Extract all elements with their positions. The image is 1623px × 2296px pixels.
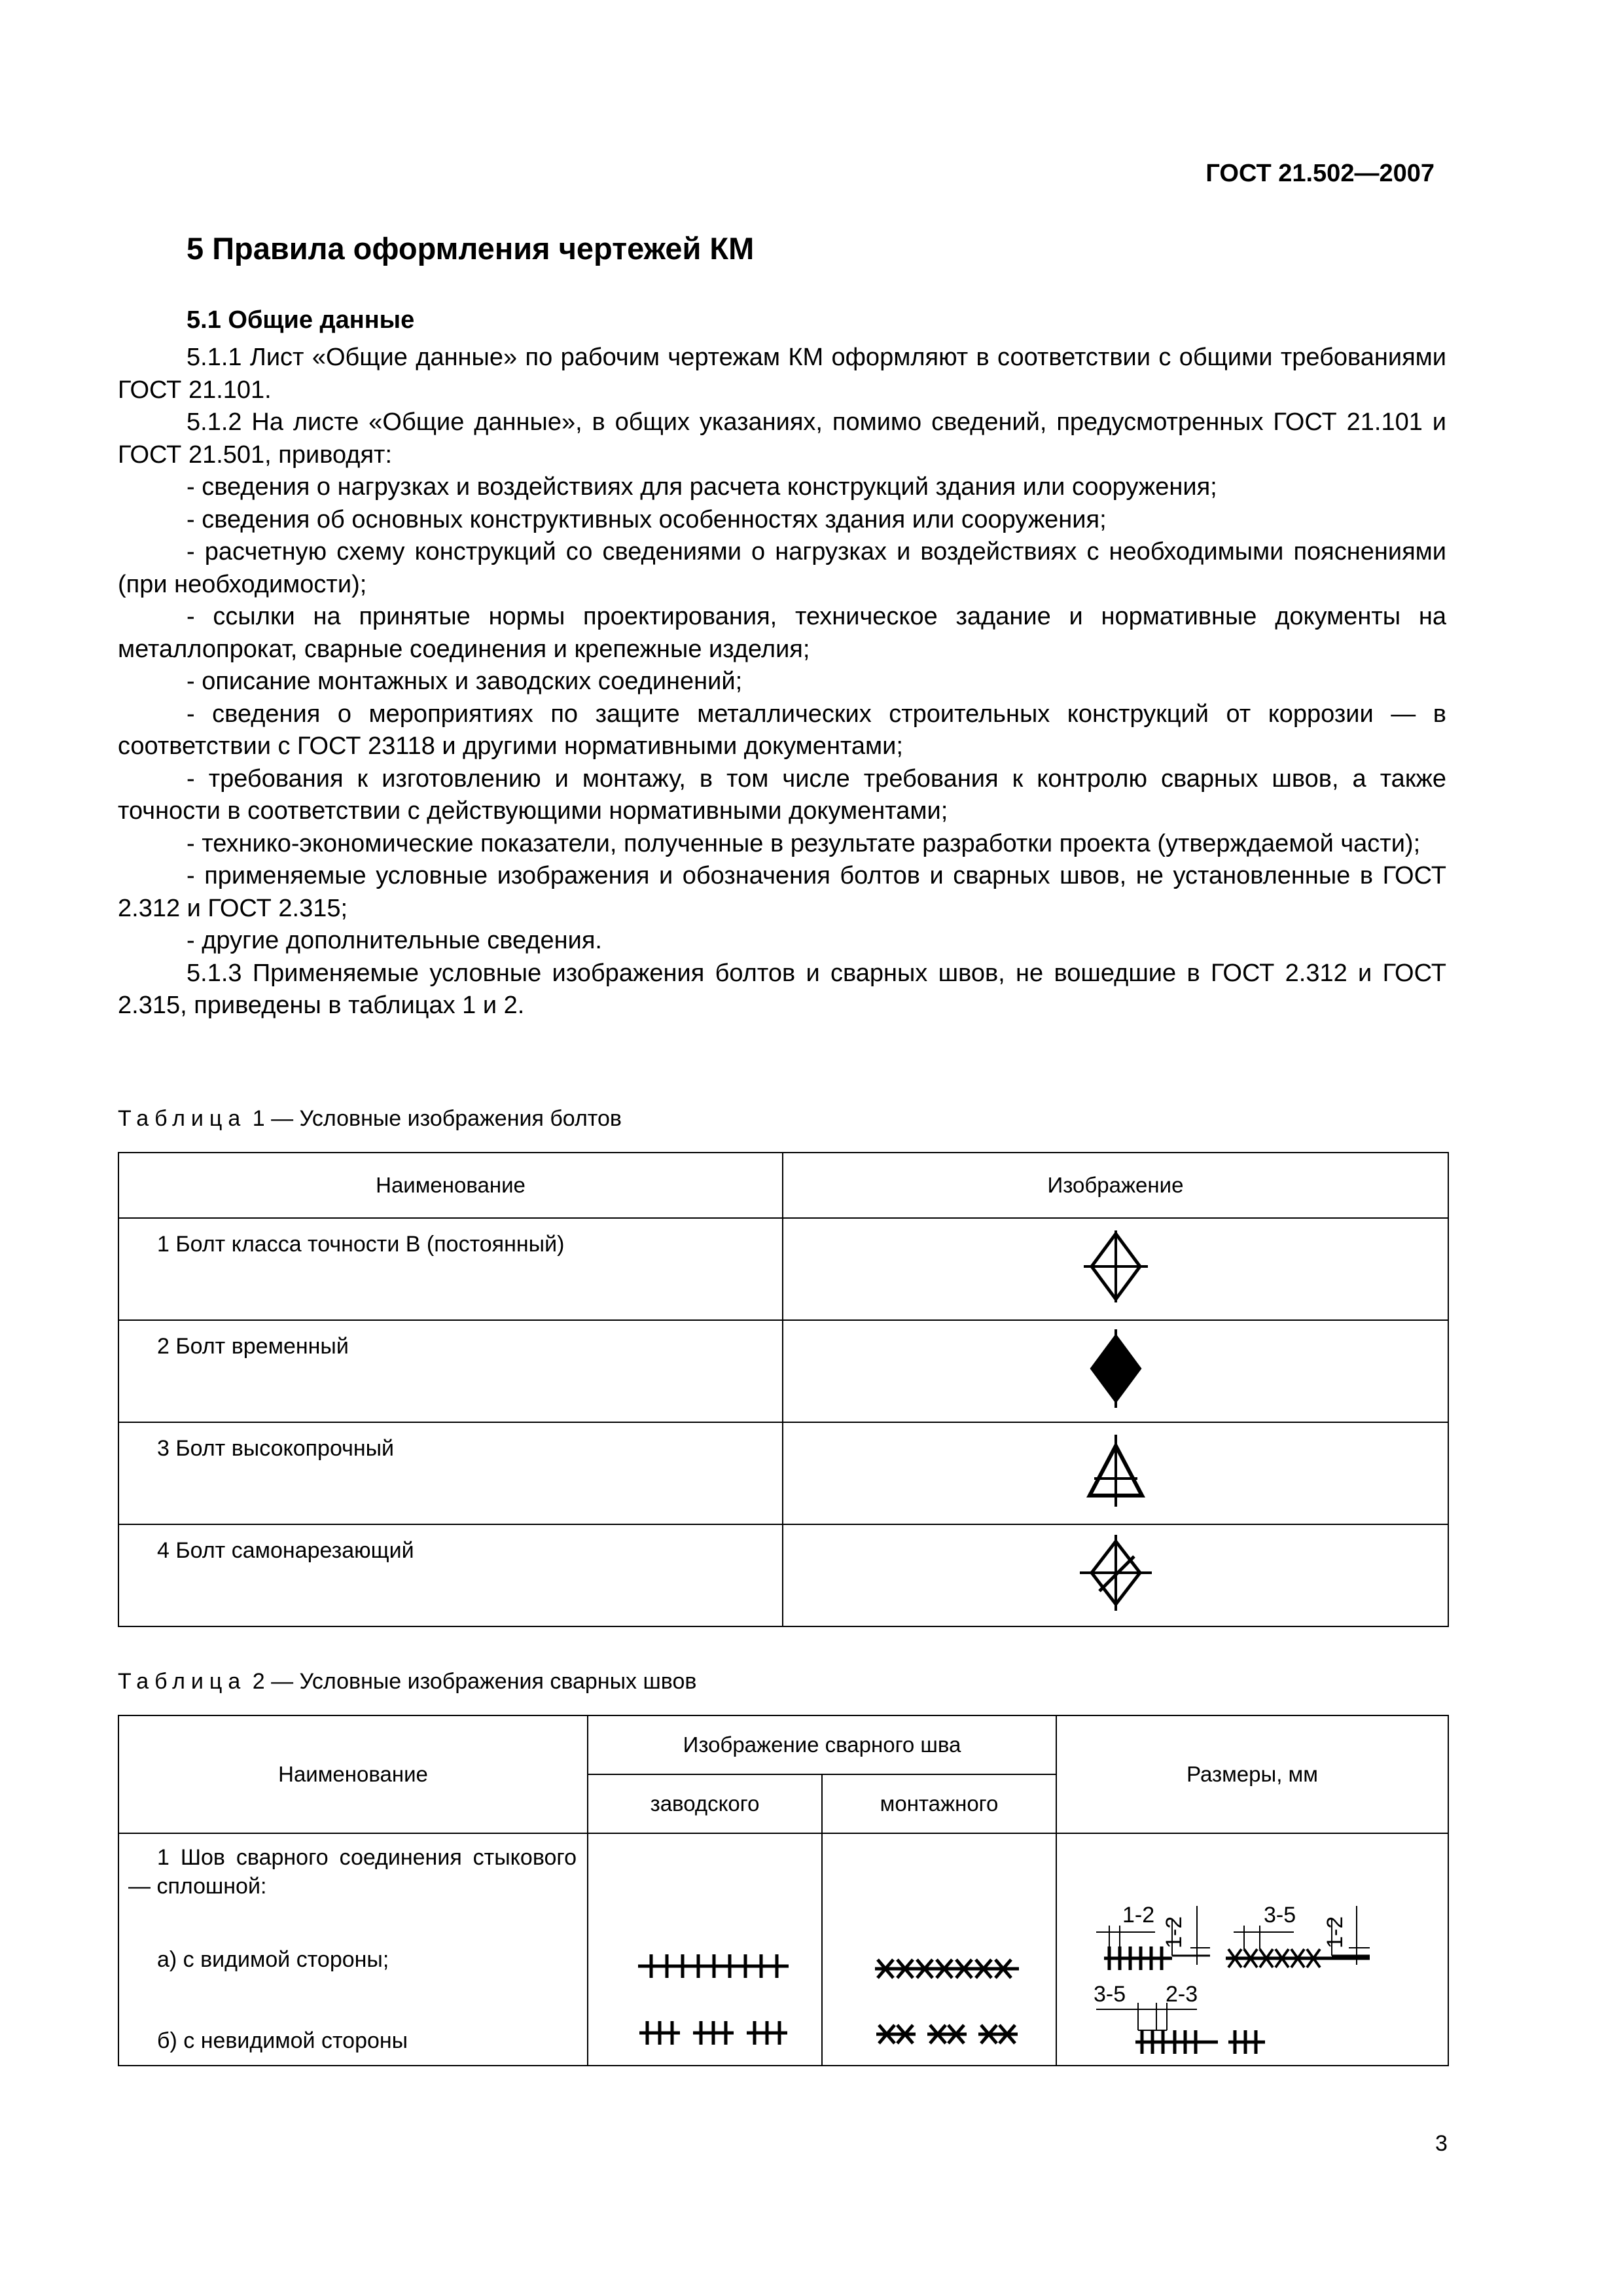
table-row-symbol xyxy=(783,1422,1448,1524)
list-item: - технико-экономические показатели, полученные в результате разработки проекта (утверждаемой части); xyxy=(187,829,1421,857)
paragraph: 5.1.2 На листе «Общие данные», в общих указаниях, помимо сведений, предусмотренных ГОСТ 21.101 и ГОСТ 21.501, приводят: xyxy=(118,408,1446,469)
list-item: - требования к изготовлению и монтажу, в том числе требования к контролю сварных швов, а также точности в соответствии с действующими нормативными документами; xyxy=(118,764,1446,825)
paragraph: 5.1.3 Применяемые условные изображения болтов и сварных швов, не вошедшие в ГОСТ 2.312 и ГОСТ 2.315, приведены в таблицах 1 и 2. xyxy=(118,959,1446,1019)
header-name: Наименование xyxy=(118,1715,588,1833)
list-item: - другие дополнительные сведения. xyxy=(187,927,602,954)
header-weld-image: Изображение сварного шва xyxy=(588,1715,1056,1774)
weld-factory-hidden-icon xyxy=(638,2020,789,2046)
dim-label: 3-5 xyxy=(1264,1903,1296,1928)
page-number: 3 xyxy=(1435,2131,1448,2156)
header-image: Изображение xyxy=(783,1153,1448,1218)
weld-dimensions-diagram xyxy=(1057,1834,1447,2066)
list-item: - применяемые условные изображения и обозначения болтов и сварных швов, не установленные в ГОСТ 2.312 и ГОСТ 2.315; xyxy=(118,862,1446,922)
table-row-name: 4 Болт самонарезающий xyxy=(118,1524,783,1626)
header-site: монтажного xyxy=(822,1774,1056,1833)
bolt-temporary-icon xyxy=(1080,1329,1152,1408)
list-item: - ссылки на принятые нормы проектирования, техническое задание и нормативные документы на металлопрокат, сварные соединения и крепежные изделия; xyxy=(118,603,1446,663)
table2-caption: Таблица 2 — Условные изображения сварных швов xyxy=(118,1669,697,1694)
weld-site-symbols xyxy=(822,1833,1056,2066)
header-factory: заводского xyxy=(588,1774,822,1833)
dim-label: 3-5 xyxy=(1094,1982,1126,2007)
dim-label: 1-2 xyxy=(1122,1903,1155,1928)
bolt-self-tapping-icon xyxy=(1077,1534,1155,1612)
table-row-symbol xyxy=(783,1320,1448,1422)
list-item: - сведения об основных конструктивных особенностях здания или сооружения; xyxy=(187,505,1107,533)
welds-table xyxy=(118,1715,1449,2066)
weld-factory-visible-icon xyxy=(638,1953,789,1979)
weld-row-name: 1 Шов сварного соединения стыкового — сплошной: а) с видимой стороны; б) с невидимой стороны xyxy=(118,1833,588,2066)
table-row-name: 3 Болт высокопрочный xyxy=(118,1422,783,1524)
body-text xyxy=(118,342,1446,1022)
table1-caption: Таблица 1 — Условные изображения болтов xyxy=(118,1106,622,1131)
list-item: - сведения о мероприятиях по защите металлических строительных конструкций от коррозии — в соответствии с ГОСТ 23118 и другими нормативными документами; xyxy=(118,700,1446,760)
list-item: - описание монтажных и заводских соединений; xyxy=(187,668,743,695)
bolt-permanent-icon xyxy=(1080,1230,1152,1302)
section-title: 5 Правила оформления чертежей КМ xyxy=(187,231,755,266)
paragraph: 5.1.1 Лист «Общие данные» по рабочим чертежам КМ оформляют в соответствии с общими требованиями ГОСТ 21.101. xyxy=(118,344,1446,404)
weld-site-hidden-icon xyxy=(875,2021,1019,2047)
table-row-symbol xyxy=(783,1218,1448,1320)
weld-factory-symbols xyxy=(588,1833,822,2066)
list-item: - сведения о нагрузках и воздействиях для расчета конструкций здания или сооружения; xyxy=(187,473,1217,501)
weld-dimension-sketches xyxy=(1056,1833,1448,2066)
table-row-symbol xyxy=(783,1524,1448,1626)
table-row-name: 1 Болт класса точности В (постоянный) xyxy=(118,1218,783,1320)
dim-label: 1-2 xyxy=(1323,1916,1347,1948)
header-name: Наименование xyxy=(118,1153,783,1218)
subsection-title: 5.1 Общие данные xyxy=(187,306,415,334)
dim-label: 2-3 xyxy=(1166,1982,1198,2007)
standard-designation: ГОСТ 21.502—2007 xyxy=(1205,160,1435,187)
bolt-high-strength-icon xyxy=(1080,1431,1152,1510)
weld-site-visible-icon xyxy=(875,1956,1019,1982)
bolts-table xyxy=(118,1152,1449,1627)
dim-label: 1-2 xyxy=(1162,1916,1186,1948)
header-sizes: Размеры, мм xyxy=(1056,1715,1448,1833)
list-item: - расчетную схему конструкций со сведениями о нагрузках и воздействиях с необходимыми пояснениями (при необходимости); xyxy=(118,538,1446,598)
table-row-name: 2 Болт временный xyxy=(118,1320,783,1422)
